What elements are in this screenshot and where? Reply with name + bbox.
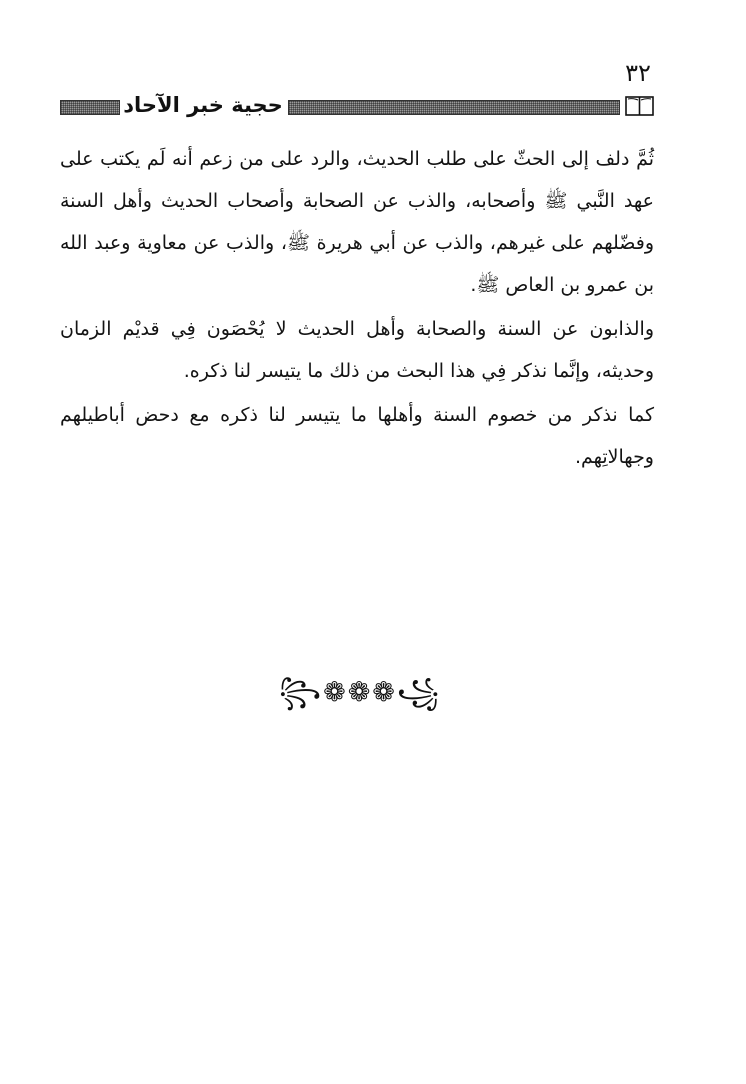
paragraph-1: ثُمَّ دلف إلى الحثّ على طلب الحديث، والرد على من زعم أنه لَم يكتب على عهد النَّبي ﷺ وأصحابه، والذب عن الصحابة وأصحاب الحديث وأهل السنة وفضّلهم على غيرهم، والذب عن أبي هريرة ﷺ، والذب عن معاوية وعبد الله بن عمرو بن العاص ﷺ. xyxy=(60,148,654,296)
body-text xyxy=(60,138,654,480)
paragraph-2: والذابون عن السنة والصحابة وأهل الحديث لا يُحْصَون فِي قديْم الزمان وحديثه، وإنَّما نذكر فِي هذا البحث من ذلك ما يتيسر لنا ذكره. xyxy=(60,318,654,382)
running-header-title: حجية خبر الآحاد xyxy=(123,93,283,117)
header-hatch-left xyxy=(60,100,120,115)
open-book-icon xyxy=(625,95,654,117)
running-header xyxy=(60,94,654,118)
page-number: ٣٢ xyxy=(625,59,651,87)
paragraph-3: كما نذكر من خصوم السنة وأهلها ما يتيسر لنا ذكره مع دحض أباطيلهم وجهالاتِهم. xyxy=(60,404,654,468)
header-hatch-right xyxy=(288,100,620,115)
section-end-ornament: ꧂❁❁❁꧁ xyxy=(278,677,442,708)
